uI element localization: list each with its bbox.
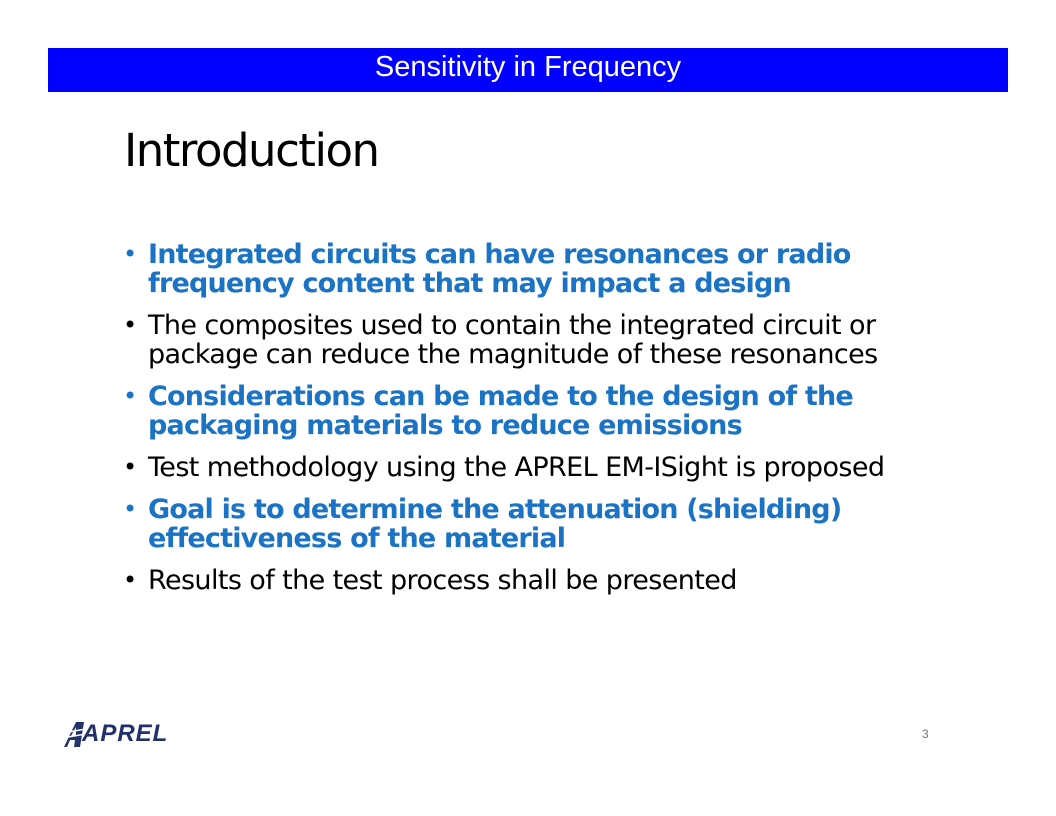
bullet-item	[123, 453, 923, 482]
bullet-dot-icon: •	[123, 566, 137, 594]
bullet-text: Test methodology using the APREL EM-ISight is proposed	[148, 452, 885, 483]
bullet-text: The composites used to contain the integrated circuit or package can reduce the magnitude of these resonances	[148, 310, 878, 370]
header-banner	[48, 48, 1008, 92]
bullet-dot-icon: •	[123, 240, 137, 268]
bullet-item	[123, 382, 923, 440]
bullet-item	[123, 311, 923, 369]
bullet-list	[123, 240, 923, 608]
bullet-item	[123, 495, 923, 553]
bullet-text: Considerations can be made to the design of the packaging materials to reduce emissions	[148, 381, 853, 441]
bullet-dot-icon: •	[123, 382, 137, 410]
page-number: 3	[922, 727, 929, 741]
slide-title: Introduction	[124, 124, 379, 177]
bullet-text: Goal is to determine the attenuation (shielding) effectiveness of the material	[148, 494, 842, 554]
logo-text: APREL	[82, 720, 169, 747]
aprel-logo	[62, 714, 184, 754]
bullet-text: Integrated circuits can have resonances or radio frequency content that may impact a design	[148, 239, 851, 299]
bullet-item	[123, 240, 923, 298]
bullet-dot-icon: •	[123, 453, 137, 481]
bullet-dot-icon: •	[123, 495, 137, 523]
banner-title: Sensitivity in Frequency	[374, 50, 682, 83]
bullet-dot-icon: •	[123, 311, 137, 339]
bullet-item	[123, 566, 923, 595]
bullet-text: Results of the test process shall be presented	[148, 565, 737, 596]
